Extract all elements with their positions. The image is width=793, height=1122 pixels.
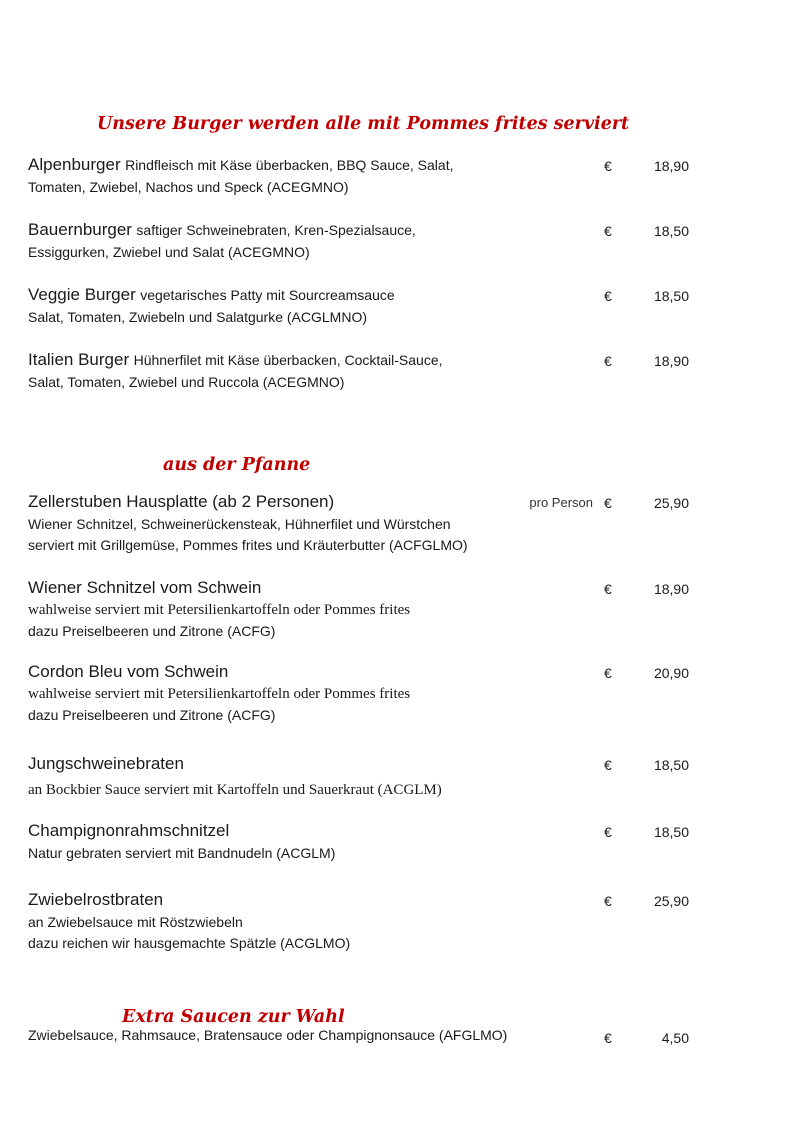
- item-name: Champignonrahmschnitzel: [28, 821, 230, 840]
- item-description: Tomaten, Zwiebel, Nachos und Speck (ACEGMNO): [28, 179, 349, 195]
- item-description: serviert mit Grillgemüse, Pommes frites und Kräuterbutter (ACFGLMO): [28, 537, 468, 553]
- item-description: vegetarisches Patty mit Sourcreamsauce: [140, 287, 395, 303]
- item-name: Alpenburger: [28, 155, 121, 174]
- item-description: wahlweise serviert mit Petersilienkartoffeln oder Pommes frites: [28, 602, 411, 618]
- menu-item-jungschweinebraten: [28, 754, 728, 801]
- item-description: dazu Preiselbeeren und Zitrone (ACFG): [28, 623, 276, 639]
- euro-sign: €: [604, 495, 612, 511]
- euro-sign: €: [604, 893, 612, 909]
- item-name: Zwiebelrostbraten: [28, 890, 164, 909]
- item-name: Veggie Burger: [28, 285, 136, 304]
- euro-sign: €: [604, 1030, 612, 1046]
- item-name: Bauernburger: [28, 220, 132, 239]
- item-price: 18,50: [653, 757, 689, 773]
- item-price: 25,90: [653, 495, 689, 511]
- item-description: Hühnerfilet mit Käse überbacken, Cocktail-Sauce,: [133, 352, 443, 368]
- euro-sign: €: [604, 757, 612, 773]
- item-price: 4,50: [661, 1030, 689, 1046]
- item-price: 20,90: [653, 665, 689, 681]
- item-description: dazu reichen wir hausgemachte Spätzle (ACGLMO): [28, 935, 351, 951]
- item-price: 18,90: [653, 353, 689, 369]
- section-heading-pfanne: aus der Pfanne: [163, 455, 311, 475]
- item-name: Wiener Schnitzel vom Schwein: [28, 578, 262, 597]
- item-price: 18,90: [653, 158, 689, 174]
- euro-sign: €: [604, 353, 612, 369]
- item-price: 18,50: [653, 223, 689, 239]
- item-name: Italien Burger: [28, 350, 130, 369]
- item-description: Rindfleisch mit Käse überbacken, BBQ Sauce, Salat,: [125, 157, 454, 173]
- euro-sign: €: [604, 223, 612, 239]
- item-price: 18,50: [653, 288, 689, 304]
- item-description: Salat, Tomaten, Zwiebeln und Salatgurke (ACGLMNO): [28, 309, 368, 325]
- item-price: 18,50: [653, 824, 689, 840]
- euro-sign: €: [604, 824, 612, 840]
- euro-sign: €: [604, 288, 612, 304]
- item-name: Cordon Bleu vom Schwein: [28, 662, 229, 681]
- item-description: saftiger Schweinebraten, Kren-Spezialsauce,: [136, 222, 416, 238]
- section-heading-burger: Unsere Burger werden alle mit Pommes frites serviert: [97, 114, 630, 134]
- menu-item-italien-burger: [28, 350, 728, 393]
- menu-item-wiener-schnitzel: [28, 578, 728, 642]
- menu-item-cordon-bleu: [28, 662, 728, 726]
- item-price: 25,90: [653, 893, 689, 909]
- item-name: Jungschweinebraten: [28, 754, 184, 773]
- item-description: Zwiebelsauce, Rahmsauce, Bratensauce oder Champignonsauce (AFGLMO): [28, 1027, 508, 1043]
- menu-item-zwiebelrostbraten: [28, 890, 728, 954]
- item-description: an Bockbier Sauce serviert mit Kartoffeln und Sauerkraut (ACGLM): [28, 782, 442, 798]
- euro-sign: €: [604, 665, 612, 681]
- menu-item-extra-saucen: [28, 1027, 728, 1049]
- menu-item-veggie-burger: [28, 285, 728, 328]
- euro-sign: €: [604, 158, 612, 174]
- menu-item-bauernburger: [28, 220, 728, 263]
- item-description: wahlweise serviert mit Petersilienkartoffeln oder Pommes frites: [28, 686, 411, 702]
- item-description: an Zwiebelsauce mit Röstzwiebeln: [28, 914, 243, 930]
- price-note: pro Person: [529, 495, 593, 510]
- menu-item-hausplatte: [28, 492, 728, 556]
- menu-item-alpenburger: [28, 155, 728, 198]
- item-description: Salat, Tomaten, Zwiebel und Ruccola (ACEGMNO): [28, 374, 345, 390]
- item-description: Natur gebraten serviert mit Bandnudeln (ACGLM): [28, 845, 336, 861]
- menu-item-champignonrahmschnitzel: [28, 821, 728, 864]
- item-description: dazu Preiselbeeren und Zitrone (ACFG): [28, 707, 276, 723]
- item-name: Zellerstuben Hausplatte (ab 2 Personen): [28, 492, 335, 511]
- item-price: 18,90: [653, 581, 689, 597]
- item-description: Essiggurken, Zwiebel und Salat (ACEGMNO): [28, 244, 310, 260]
- euro-sign: €: [604, 581, 612, 597]
- item-description: Wiener Schnitzel, Schweinerückensteak, Hühnerfilet und Würstchen: [28, 516, 451, 532]
- section-heading-saucen: Extra Saucen zur Wahl: [122, 1007, 345, 1027]
